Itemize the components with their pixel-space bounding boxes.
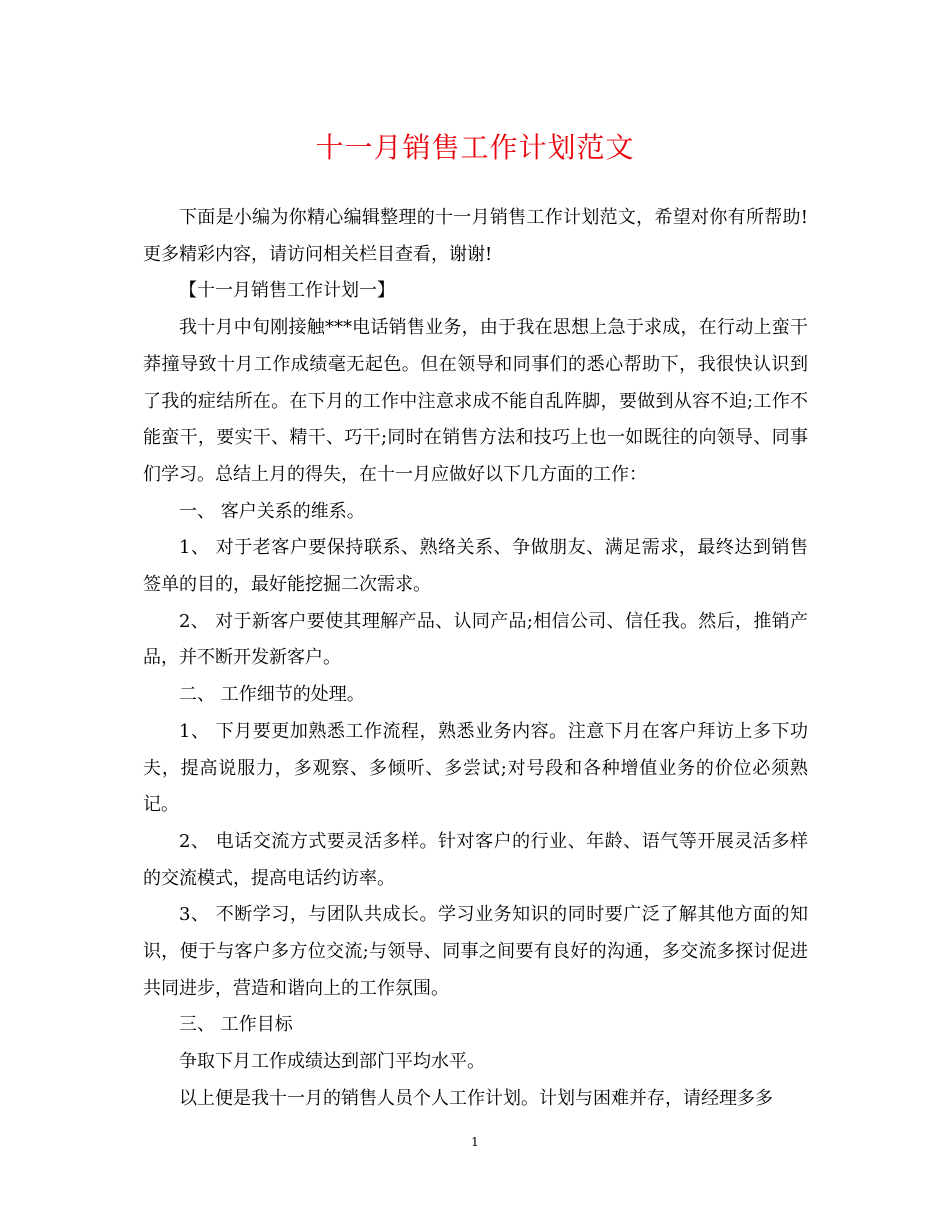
list-item-new-customers: 2、 对于新客户要使其理解产品、认同产品;相信公司、信任我。然后，推销产品，并不断开发新客户。 xyxy=(143,610,808,669)
intro-paragraph: 下面是小编为你精心编辑整理的十一月销售工作计划范文，希望对你有所帮助!更多精彩内容，请访问相关栏目查看，谢谢! xyxy=(143,207,808,265)
background-paragraph: 我十月中旬刚接触***电话销售业务，由于我在思想上急于求成，在行动上蛮干莽撞导致十月工作成绩毫无起色。但在领导和同事们的悉心帮助下，我很快认识到了我的症结所在。在下月的工作中注意求成不能自乱阵脚，要做到从容不迫;工作不能蛮干，要实干、精干、巧干;同时在销售方法和技巧上也一如既往的向领导、同事们学习。总结上月的得失，在十一月应做好以下几方面的工作： xyxy=(143,317,808,485)
list-item-workflow: 1、 下月要更加熟悉工作流程，熟悉业务内容。注意下月在客户拜访上多下功夫，提高说服力，多观察、多倾听、多尝试;对号段和各种增值业务的价位必须熟记。 xyxy=(143,720,808,816)
section-heading-customer-relations: 一、 客户关系的维系。 xyxy=(179,500,365,522)
list-item-continuous-learning: 3、 不断学习，与团队共成长。学习业务知识的同时要广泛了解其他方面的知识，便于与客户多方位交流;与领导、同事之间要有良好的沟通，多交流多探讨促进共同进步，营造和谐向上的工作氛围。 xyxy=(143,904,808,999)
document-body xyxy=(143,200,808,1118)
section-heading-work-goals: 三、 工作目标 xyxy=(179,1014,293,1036)
page-number: 1 xyxy=(471,1135,479,1149)
closing-paragraph: 以上便是我十一月的销售人员个人工作计划。计划与困难并存，请经理多多 xyxy=(179,1087,773,1109)
section-heading-plan-one: 【十一月销售工作计划一】 xyxy=(179,280,395,302)
list-item-phone-communication: 2、 电话交流方式要灵活多样。针对客户的行业、年龄、语气等开展灵活多样的交流模式，提高电话约访率。 xyxy=(143,830,808,889)
goal-paragraph: 争取下月工作成绩达到部门平均水平。 xyxy=(179,1051,485,1073)
document-title: 十一月销售工作计划范文 xyxy=(315,131,635,164)
list-item-old-customers: 1、 对于老客户要保持联系、熟络关系、争做朋友、满足需求，最终达到销售签单的目的，最好能挖掘二次需求。 xyxy=(143,537,808,596)
section-heading-work-details: 二、 工作细节的处理。 xyxy=(179,684,365,706)
